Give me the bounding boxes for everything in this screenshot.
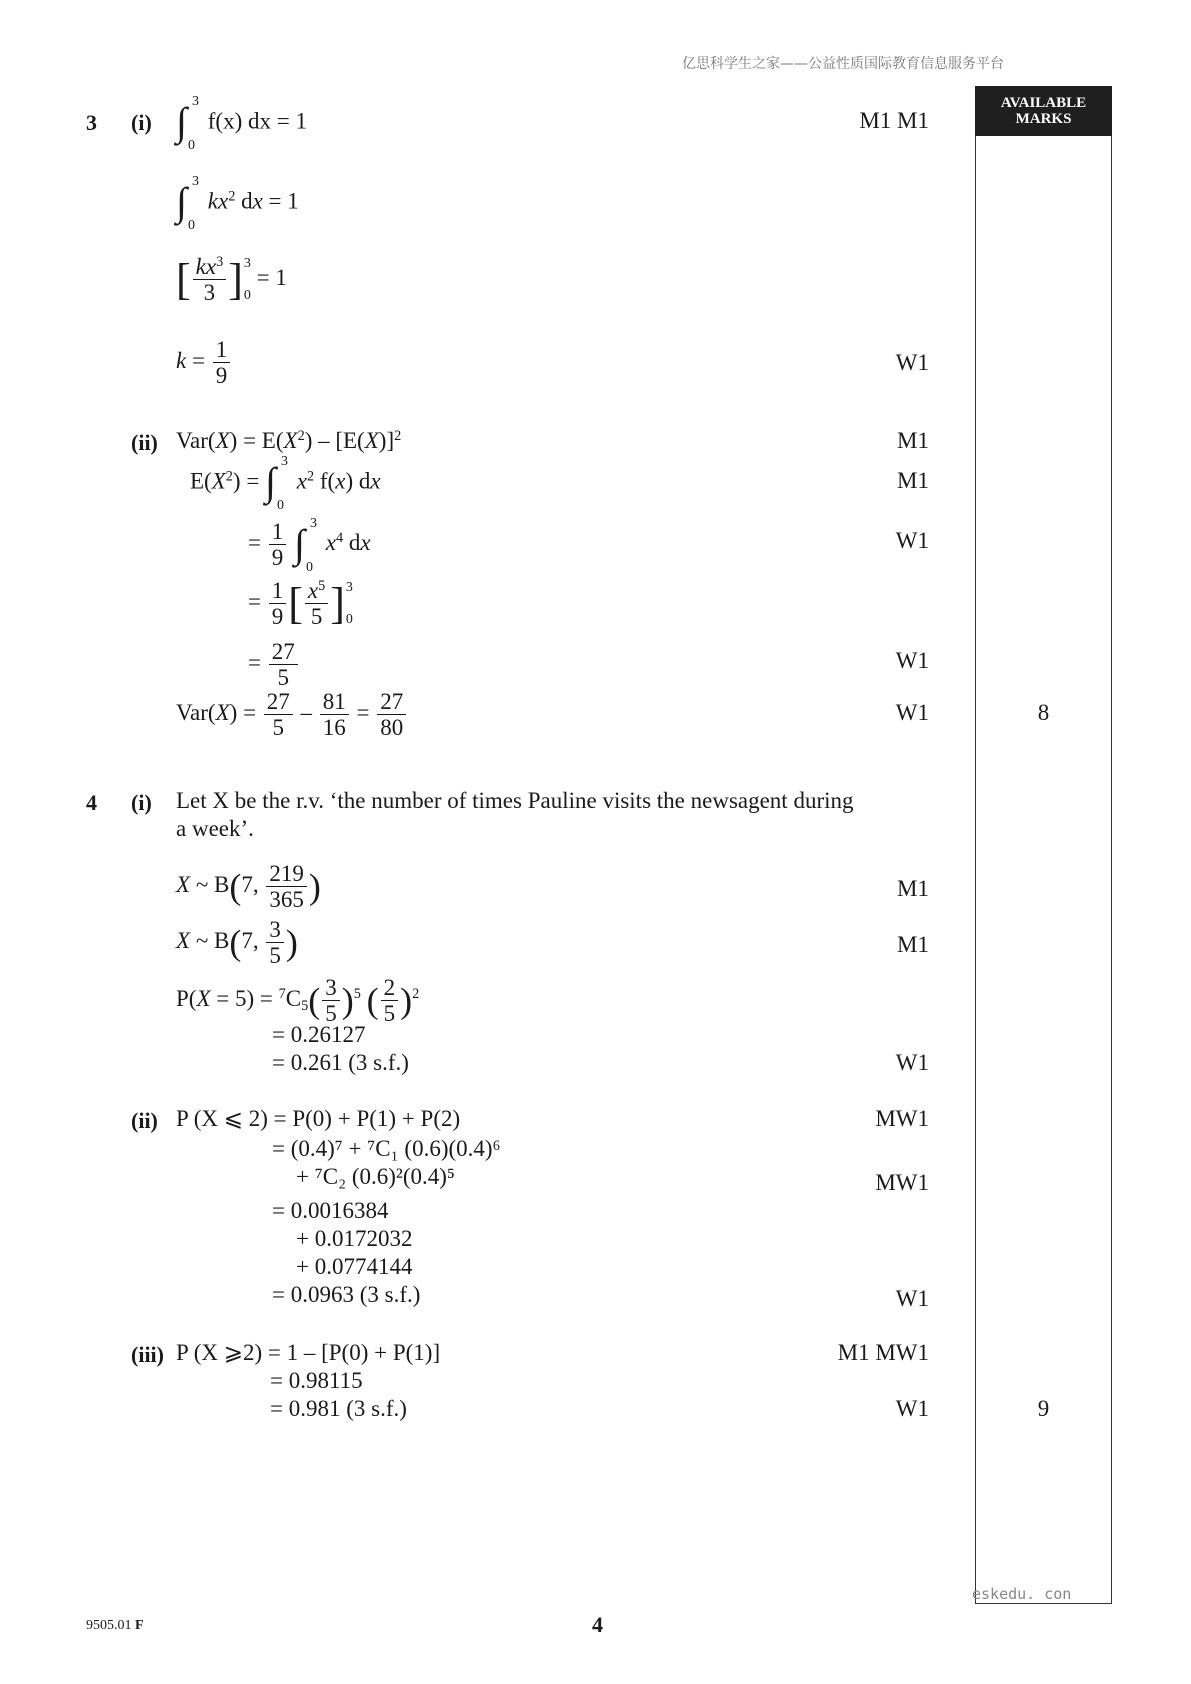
paper-code-letter: F	[135, 1618, 144, 1633]
q4-i-intro-line1: Let X be the r.v. ‘the number of times Pauline visits the newsagent during	[176, 788, 854, 813]
mark-allocation: MW1	[875, 1106, 929, 1131]
integral-sign-icon: ∫ 3 0	[265, 454, 289, 513]
mark-allocation: M1	[897, 932, 929, 957]
q3-i-step3: [ $\frac{kx^3}{3}$ ] 3 0 = 1	[176, 254, 287, 305]
part-label: (ii)	[131, 1108, 158, 1133]
mark-allocation: W1	[895, 648, 929, 673]
watermark-text: eskedu. con	[972, 1585, 1072, 1603]
part-label: (ii)	[131, 430, 158, 455]
q4-i-dist2: X ~ B(7, $\frac{3}{5}$ )	[176, 917, 298, 968]
q3-ii-line1: $Var(X) = E(X^2) - [E(X)]^2$	[176, 428, 402, 453]
q3-ii-line6: Var(X) = $\frac{27}{5}$ – $\frac{81}{16}$ = $\frac{27}{80}$	[176, 690, 408, 739]
q4-iii-line2: = 0.98115	[270, 1368, 363, 1393]
question-number: 4	[86, 790, 97, 815]
available-marks-heading-line1: AVAILABLE	[1000, 95, 1087, 111]
mark-allocation: W1	[895, 350, 929, 375]
q4-ii-line4: = 0.0016384	[272, 1198, 389, 1223]
mark-allocation: M1	[897, 468, 929, 493]
mark-allocation: W1	[895, 700, 929, 725]
part-label: (iii)	[131, 1342, 164, 1367]
mark-allocation: W1	[895, 1396, 929, 1421]
q4-ii-line2: = (0.4)⁷ + ⁷C₁ (0.6)(0.4)⁶	[272, 1136, 501, 1161]
q4-i-res1: = 0.26127	[272, 1022, 366, 1047]
q4-i-dist1: X ~ B(7, $\frac{219}{365}$ )	[176, 861, 321, 912]
q4-i-res2: = 0.261 (3 s.f.)	[272, 1050, 409, 1075]
available-marks-total: 9	[1037, 1396, 1050, 1421]
q3-ii-line2: $E(X^2)$ = ∫ 3 0 $x^2$ f(x) dx	[190, 454, 381, 513]
q3-ii-line5: = $\frac{27}{5}$	[248, 640, 300, 689]
q4-i-prob: $P(X = 5) = ^7C_5$( $\frac{3}{5}$ )$^5$ ( $\frac{2}{5}$ )$^2$	[176, 975, 420, 1026]
q3-ii-line3: = $\frac{1}{9}$ ∫ 3 0 $x^4$ dx	[248, 515, 371, 575]
mark-allocation: M1 MW1	[837, 1340, 929, 1365]
available-marks-total: 8	[1037, 700, 1050, 725]
mark-allocation: W1	[895, 528, 929, 553]
available-marks-heading	[975, 86, 1112, 136]
q4-ii-line1: P (X ⩽ 2) = P(0) + P(1) + P(2)	[176, 1106, 461, 1131]
available-marks-heading-line2: MARKS	[1015, 111, 1072, 127]
q3-i-step3-rhs: = 1	[256, 264, 287, 290]
mark-allocation: MW1	[875, 1170, 929, 1195]
question-number: 3	[86, 110, 97, 135]
q4-ii-line5: + 0.0172032	[296, 1226, 413, 1251]
q3-i-step2: ∫ 3 0 $kx^2$ dx = 1	[176, 174, 299, 233]
q4-iii-line3: = 0.981 (3 s.f.)	[270, 1396, 407, 1421]
mark-allocation: M1	[897, 876, 929, 901]
page-number: 4	[592, 1612, 603, 1637]
mark-allocation: M1	[897, 428, 929, 453]
q4-i-intro-line2: a week’.	[176, 816, 254, 841]
available-marks-column	[975, 86, 1112, 1604]
part-label: (i)	[131, 790, 152, 815]
q4-ii-line7: = 0.0963 (3 s.f.)	[272, 1282, 421, 1307]
q3-i-step1	[176, 94, 307, 153]
part-label: (i)	[131, 110, 152, 135]
q3-i-step1-text: f(x) dx = 1	[207, 108, 307, 134]
integral-sign-icon: ∫ 3 0	[293, 515, 317, 575]
q4-ii-line6: + 0.0774144	[296, 1254, 413, 1279]
integral-sign-icon: ∫ 3 0	[176, 174, 199, 233]
paper-code	[86, 1618, 144, 1634]
header-site-text: 亿思科学生之家——公益性质国际教育信息服务平台	[682, 56, 1004, 72]
mark-allocation: W1	[895, 1286, 929, 1311]
paper-code-number: 9505.01	[86, 1618, 132, 1633]
mark-allocation: W1	[895, 1050, 929, 1075]
q4-ii-line3: + ⁷C₂ (0.6)²(0.4)⁵	[296, 1164, 455, 1189]
integral-sign-icon: ∫ 3 0	[176, 94, 199, 153]
mark-allocation: M1 M1	[859, 108, 929, 133]
q4-iii-line1: P (X ⩾2) = 1 – [P(0) + P(1)]	[176, 1340, 441, 1365]
q3-ii-line4: = $\frac{1}{9}$ [ $\frac{x^5}{5}$ ] 3 0	[248, 578, 353, 629]
q3-i-step4: k = $\frac{1}{9}$	[176, 338, 232, 387]
